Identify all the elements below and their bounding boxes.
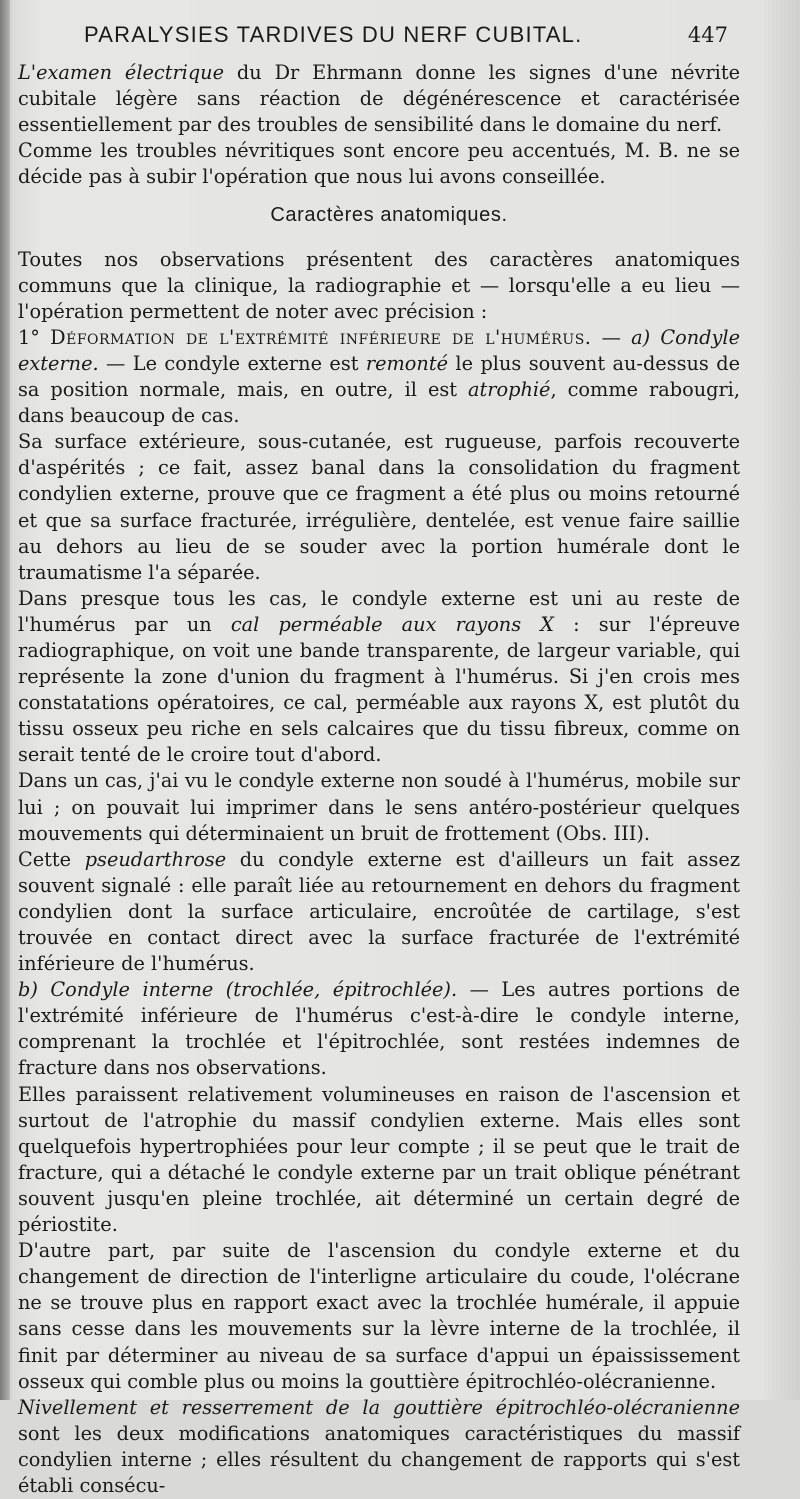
paragraph-surface: Sa surface extérieure, sous-cutanée, est rugueuse, parfois recouverte d'aspérités ; ce fait, assez banal dans la consolidation du fragment condylien externe, prouve que ce fragment a été plus ou moins retourné et que sa surface fracturée, irrégulière, dentelée, est venue faire saillie au dehors au lieu de se souder avec la portion humérale dont le traumatisme l'a séparée.	[18, 430, 740, 584]
paragraph-non-union: Dans un cas, j'ai vu le condyle externe non soudé à l'humérus, mobile sur lui ; on pouvait lui imprimer dans le sens antéro-postérieur quelques mouvements qui déterminaient un bruit de frottement (Obs. III).	[18, 769, 740, 845]
paragraph-callus	[18, 586, 740, 769]
paragraph-text: Cette	[18, 847, 85, 871]
paragraph-deformation	[18, 325, 740, 429]
section-heading: Caractères anatomiques.	[270, 204, 508, 227]
paragraph-volume: Elles paraissent relativement volumineuses en raison de l'ascension et surtout de l'atrophie du massif condylien externe. Mais elles sont quelquefois hypertrophiées pour leur compte ; il se peut que le trait de fracture, qui a détaché le condyle externe par un trait oblique pénétrant souvent jusqu'en pleine trochlée, ait déterminé un certain degré de périostite.	[18, 1082, 740, 1237]
paragraph-text: — Les autres portions de l'extrémité inférieure de l'humérus c'est-à-dire le condyle interne, comprenant la trochlée et l'épitrochlée, sont restées indemnes de fracture dans nos observations.	[18, 978, 740, 1080]
page-binding-edge	[0, 0, 10, 1400]
paragraph-text: Dans presque tous les cas, le condyle externe est uni au reste de l'humérus par un	[18, 586, 740, 636]
smallcaps-heading: Déformation de l'extrémité inférieure de l'humérus.	[50, 325, 592, 349]
italic-subheading: b) Condyle interne (trochlée, épitrochlée).	[18, 978, 458, 1002]
paragraph-text: , comme rabougri, dans beaucoup de cas.	[18, 378, 740, 428]
paragraph-text: le plus souvent au-dessus de sa position normale, mais, en outre, il est	[18, 351, 740, 402]
italic-phrase: L'examen électrique	[18, 61, 224, 84]
paragraph-observations: Toutes nos observations présentent des caractères anatomiques communs que la clinique, la radiographie et — lorsqu'elle a eu lieu — l'opération permettent de noter avec précision :	[18, 247, 740, 323]
italic-subheading: a) Condyle externe.	[18, 325, 740, 375]
page-number: 447	[687, 23, 728, 47]
paragraph-groove	[18, 1395, 740, 1499]
paragraph-text: sont les deux modifications anatomiques caractéristiques du massif condylien interne ; elles résultent du changement de rapports qui s'est établi consécu-	[18, 1421, 740, 1497]
italic-phrase: Nivellement et resserrement de la gouttière épitrochléo-olécranienne	[18, 1395, 740, 1419]
dash: —	[591, 325, 632, 349]
paragraph-internal-condyle	[18, 977, 740, 1081]
italic-word: remonté	[365, 351, 448, 375]
page-body	[18, 60, 740, 1499]
paragraph-olecranon: D'autre part, par suite de l'ascension du condyle externe et du changement de direction de l'interligne articulaire du coude, l'olécrane ne se trouve plus en rapport exact avec la trochlée humérale, il appuie sans cesse dans les mouvements sur la lèvre interne de la trochlée, il finit par déterminer au niveau de sa surface d'appui un épaississement osseux qui comble plus ou moins la gouttière épitrochléo-olécranienne.	[18, 1239, 740, 1393]
italic-word: atrophié	[468, 378, 551, 402]
paragraph-text: : sur l'épreuve radiographique, on voit une bande transparente, de largeur variable, qui représente la zone d'union du fragment à l'humérus. Si j'en crois mes constatations opératoires, ce cal, perméable aux rayons X, est plutôt du tissu osseux peu riche en sels calcaires que du tissu fibreux, comme on serait tenté de le croire tout d'abord.	[18, 612, 740, 767]
paragraph-operation-declined: Comme les troubles névritiques sont encore peu accentués, M. B. ne se décide pas à subir l'opération que nous lui avons conseillée.	[18, 139, 740, 189]
italic-word: pseudarthrose	[84, 847, 227, 871]
paragraph-electrical-exam	[18, 60, 740, 138]
italic-phrase: cal perméable aux rayons X	[230, 612, 554, 636]
running-title: PARALYSIES TARDIVES DU NERF CUBITAL.	[84, 22, 583, 47]
page-header	[84, 22, 728, 48]
paragraph-text: du condyle externe est d'ailleurs un fait assez souvent signalé : elle paraît liée au retournement en dehors du fragment condylien dont la surface articulaire, encroûtée de cartilage, s'est trouvée en contact direct avec la surface fracturée de l'extrémité inférieure de l'humérus.	[18, 847, 740, 976]
paragraph-text: du Dr Ehrmann donne les signes d'une névrite cubitale légère sans réaction de dégénérescence et caractérisée essentiellement par des troubles de sensibilité dans le domaine du nerf.	[18, 61, 740, 137]
paragraph-pseudarthrosis	[18, 847, 740, 977]
list-number: 1°	[18, 325, 51, 349]
paragraph-text: — Le condyle externe est	[98, 351, 366, 375]
